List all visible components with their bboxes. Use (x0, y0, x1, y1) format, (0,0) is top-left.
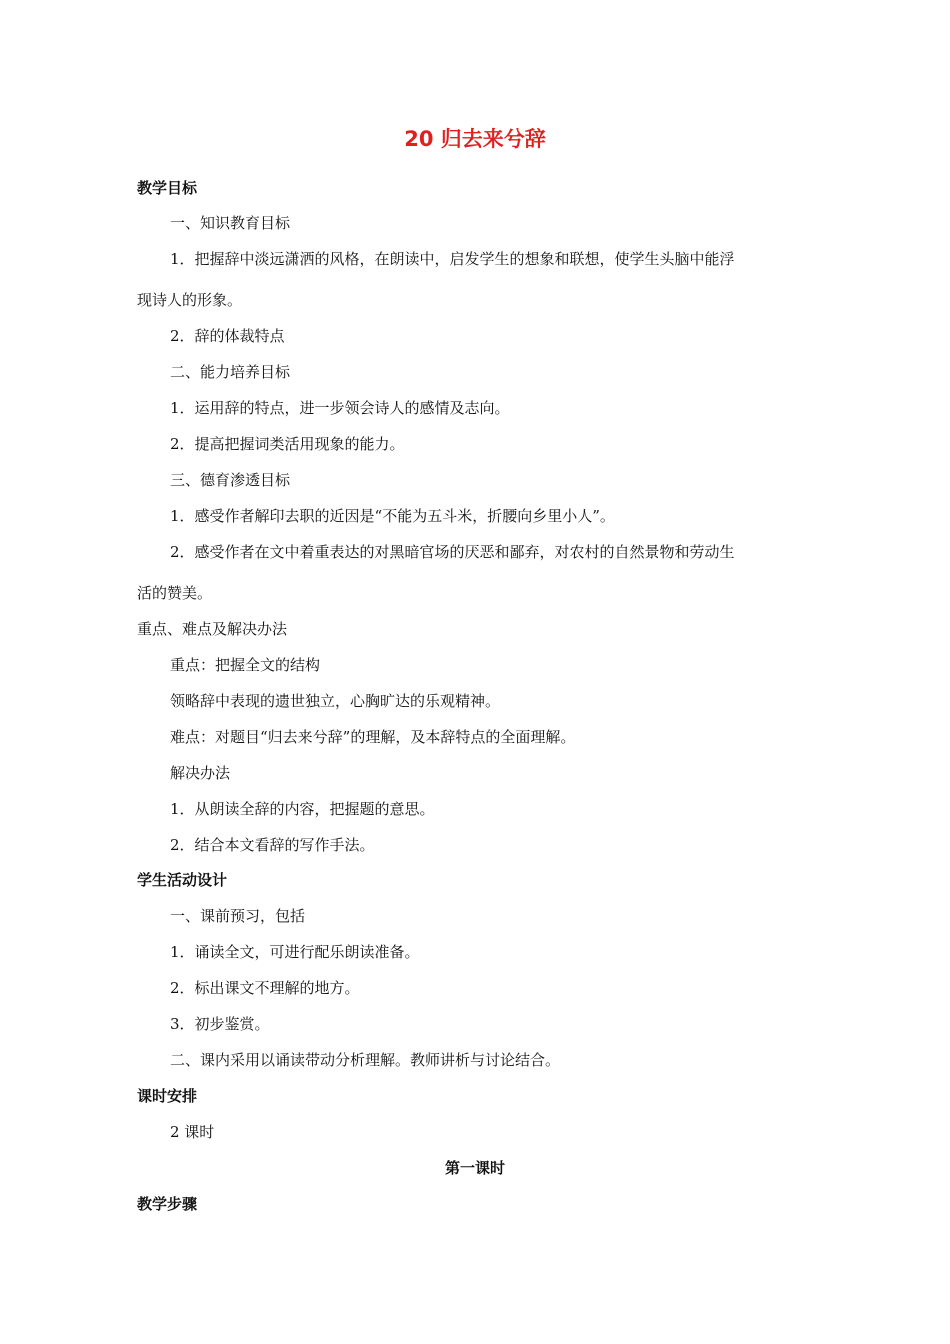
difficulty-point: 难点：对题目“归去来兮辞”的理解，及本辞特点的全面理解。 (170, 728, 576, 746)
key-point-2: 领略辞中表现的遗世独立，心胸旷达的乐观精神。 (170, 692, 501, 710)
preview-heading: 一、课前预习，包括 (170, 907, 306, 925)
schedule-heading: 课时安排 (137, 1087, 198, 1105)
lesson-one-heading: 第一课时 (444, 1159, 505, 1177)
moral-item-2-line-2: 活的赞美。 (137, 584, 213, 602)
activity-heading: 学生活动设计 (137, 871, 228, 889)
solution-item-2: 2．结合本文看辞的写作手法。 (170, 836, 375, 854)
ability-heading: 二、能力培养目标 (170, 363, 291, 381)
preview-item-3: 3．初步鉴赏。 (170, 1015, 270, 1033)
ability-item-1: 1．运用辞的特点，进一步领会诗人的感情及志向。 (170, 399, 510, 417)
in-class-item: 二、课内采用以诵读带动分析理解。教师讲析与讨论结合。 (170, 1051, 561, 1069)
document-title: 20 归去来兮辞 (404, 127, 546, 151)
preview-item-2: 2．标出课文不理解的地方。 (170, 979, 360, 997)
objectives-heading: 教学目标 (137, 179, 198, 197)
moral-item-2-line-1: 2．感受作者在文中着重表达的对黑暗官场的厌恶和鄙弃，对农村的自然景物和劳动生 (170, 543, 735, 561)
knowledge-item-2: 2．辞的体裁特点 (170, 327, 285, 345)
moral-item-1: 1．感受作者解印去职的近因是“不能为五斗米，折腰向乡里小人”。 (170, 507, 615, 525)
knowledge-item-1-line-1: 1．把握辞中淡远潇洒的风格，在朗读中，启发学生的想象和联想，使学生头脑中能浮 (170, 250, 735, 268)
preview-item-1: 1．诵读全文，可进行配乐朗读准备。 (170, 943, 420, 961)
class-hours: 2 课时 (170, 1123, 215, 1141)
knowledge-heading: 一、知识教育目标 (170, 214, 291, 232)
ability-item-2: 2．提高把握词类活用现象的能力。 (170, 435, 405, 453)
key-point-1: 重点：把握全文的结构 (170, 656, 321, 674)
moral-heading: 三、德育渗透目标 (170, 471, 291, 489)
solution-item-1: 1．从朗读全辞的内容，把握题的意思。 (170, 800, 435, 818)
solution-heading: 解决办法 (170, 764, 231, 782)
knowledge-item-1-line-2: 现诗人的形象。 (137, 291, 243, 309)
steps-heading: 教学步骤 (137, 1195, 198, 1213)
keypoints-heading: 重点、难点及解决办法 (137, 620, 288, 638)
